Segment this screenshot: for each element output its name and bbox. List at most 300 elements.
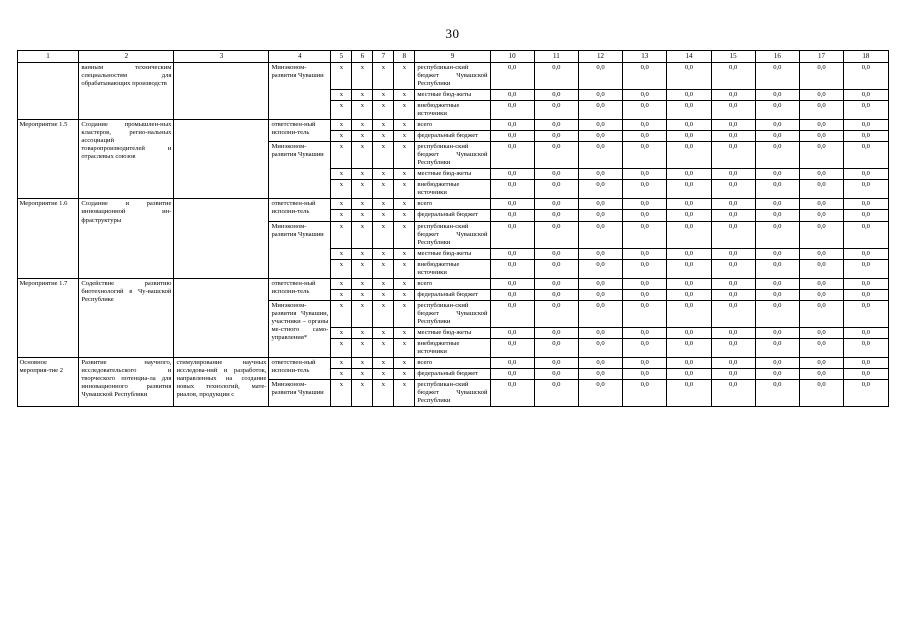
cell-amount-12: 0,0: [578, 131, 622, 142]
cell-amount-11: 0,0: [534, 101, 578, 120]
cell-amount-12: 0,0: [578, 90, 622, 101]
cell-amount-13: 0,0: [623, 210, 667, 221]
cell-amount-18: 0,0: [844, 180, 888, 199]
cell-code-mark-6: х: [352, 120, 373, 131]
cell-amount-16: 0,0: [755, 278, 799, 289]
cell-amount-11: 0,0: [534, 90, 578, 101]
cell-amount-15: 0,0: [711, 180, 755, 199]
cell-amount-15: 0,0: [711, 120, 755, 131]
cell-amount-11: 0,0: [534, 120, 578, 131]
cell-responsible-executor: Минэконом-развития Чувашии: [269, 380, 331, 407]
cell-amount-18: 0,0: [844, 210, 888, 221]
cell-amount-16: 0,0: [755, 101, 799, 120]
cell-code-mark-8: х: [394, 380, 415, 407]
cell-amount-11: 0,0: [534, 131, 578, 142]
cell-amount-10: 0,0: [490, 199, 534, 210]
cell-amount-11: 0,0: [534, 169, 578, 180]
cell-expected-result: [174, 278, 269, 357]
cell-amount-10: 0,0: [490, 338, 534, 357]
page-number: 30: [445, 26, 460, 41]
cell-amount-10: 0,0: [490, 120, 534, 131]
cell-amount-12: 0,0: [578, 278, 622, 289]
cell-funding-source: внебюджетные источники: [415, 259, 490, 278]
cell-expected-result: [174, 120, 269, 199]
cell-code-mark-6: х: [352, 180, 373, 199]
column-header-17: 17: [799, 51, 843, 63]
cell-amount-13: 0,0: [623, 131, 667, 142]
cell-funding-source: федеральный бюджет: [415, 368, 490, 379]
cell-amount-10: 0,0: [490, 169, 534, 180]
cell-responsible-executor: ответствен-ный исполни-тель: [269, 357, 331, 379]
cell-amount-15: 0,0: [711, 289, 755, 300]
cell-amount-18: 0,0: [844, 120, 888, 131]
cell-code-mark-5: х: [331, 90, 352, 101]
cell-amount-14: 0,0: [667, 120, 711, 131]
cell-measure-name: Основное мероприя-тие 2: [17, 357, 79, 406]
cell-code-mark-5: х: [331, 221, 352, 248]
cell-amount-10: 0,0: [490, 142, 534, 169]
cell-amount-18: 0,0: [844, 63, 888, 90]
cell-amount-16: 0,0: [755, 199, 799, 210]
cell-amount-15: 0,0: [711, 199, 755, 210]
cell-code-mark-5: х: [331, 289, 352, 300]
cell-amount-17: 0,0: [799, 210, 843, 221]
cell-amount-11: 0,0: [534, 300, 578, 327]
cell-amount-11: 0,0: [534, 210, 578, 221]
column-header-3: 3: [174, 51, 269, 63]
cell-funding-source: республикан-ский бюджет Чувашской Республики: [415, 63, 490, 90]
cell-amount-17: 0,0: [799, 180, 843, 199]
column-header-1: 1: [17, 51, 79, 63]
cell-responsible-executor: Минэконом-развития Чувашии: [269, 142, 331, 199]
cell-code-mark-7: х: [373, 248, 394, 259]
cell-code-mark-8: х: [394, 131, 415, 142]
cell-responsible-executor: Минэконом-развития Чувашии, участники – органы ме-стного само-управления*: [269, 300, 331, 357]
cell-code-mark-5: х: [331, 199, 352, 210]
cell-amount-12: 0,0: [578, 199, 622, 210]
cell-amount-17: 0,0: [799, 357, 843, 368]
cell-amount-18: 0,0: [844, 221, 888, 248]
column-header-14: 14: [667, 51, 711, 63]
program-financing-table: [17, 50, 889, 407]
cell-amount-17: 0,0: [799, 327, 843, 338]
column-header-15: 15: [711, 51, 755, 63]
cell-code-mark-6: х: [352, 101, 373, 120]
cell-amount-17: 0,0: [799, 63, 843, 90]
cell-amount-18: 0,0: [844, 357, 888, 368]
cell-code-mark-7: х: [373, 131, 394, 142]
cell-measure-name: Мероприятие 1.6: [17, 199, 79, 278]
cell-code-mark-8: х: [394, 120, 415, 131]
cell-amount-18: 0,0: [844, 327, 888, 338]
cell-amount-18: 0,0: [844, 289, 888, 300]
column-header-2: 2: [79, 51, 174, 63]
cell-amount-12: 0,0: [578, 101, 622, 120]
cell-amount-11: 0,0: [534, 199, 578, 210]
cell-funding-source: федеральный бюджет: [415, 210, 490, 221]
cell-funding-source: местные бюд-жеты: [415, 248, 490, 259]
cell-amount-16: 0,0: [755, 169, 799, 180]
cell-amount-14: 0,0: [667, 300, 711, 327]
cell-code-mark-5: х: [331, 63, 352, 90]
cell-amount-10: 0,0: [490, 368, 534, 379]
cell-code-mark-5: х: [331, 120, 352, 131]
cell-amount-17: 0,0: [799, 142, 843, 169]
cell-code-mark-5: х: [331, 368, 352, 379]
cell-amount-11: 0,0: [534, 142, 578, 169]
cell-amount-11: 0,0: [534, 338, 578, 357]
cell-expected-result: [174, 199, 269, 278]
cell-measure-description: ванным техническим специальностям для обрабатывающих производств: [79, 63, 174, 120]
cell-code-mark-7: х: [373, 180, 394, 199]
cell-responsible-executor: Минэконом-развития Чувашии: [269, 63, 331, 120]
cell-amount-15: 0,0: [711, 380, 755, 407]
cell-amount-12: 0,0: [578, 63, 622, 90]
cell-responsible-executor: ответствен-ный исполни-тель: [269, 199, 331, 221]
cell-amount-16: 0,0: [755, 338, 799, 357]
cell-amount-12: 0,0: [578, 210, 622, 221]
cell-amount-14: 0,0: [667, 180, 711, 199]
cell-amount-14: 0,0: [667, 278, 711, 289]
cell-code-mark-8: х: [394, 180, 415, 199]
cell-funding-source: федеральный бюджет: [415, 289, 490, 300]
cell-code-mark-6: х: [352, 368, 373, 379]
cell-amount-10: 0,0: [490, 221, 534, 248]
cell-amount-12: 0,0: [578, 327, 622, 338]
cell-amount-12: 0,0: [578, 180, 622, 199]
cell-amount-18: 0,0: [844, 90, 888, 101]
cell-amount-10: 0,0: [490, 63, 534, 90]
cell-amount-15: 0,0: [711, 101, 755, 120]
cell-amount-12: 0,0: [578, 338, 622, 357]
cell-code-mark-8: х: [394, 142, 415, 169]
cell-code-mark-6: х: [352, 338, 373, 357]
cell-amount-17: 0,0: [799, 289, 843, 300]
cell-code-mark-5: х: [331, 278, 352, 289]
cell-measure-name: [17, 63, 79, 120]
cell-amount-14: 0,0: [667, 248, 711, 259]
cell-amount-14: 0,0: [667, 142, 711, 169]
cell-amount-18: 0,0: [844, 131, 888, 142]
cell-code-mark-6: х: [352, 221, 373, 248]
cell-amount-16: 0,0: [755, 368, 799, 379]
cell-amount-15: 0,0: [711, 131, 755, 142]
cell-code-mark-7: х: [373, 357, 394, 368]
cell-amount-17: 0,0: [799, 101, 843, 120]
cell-amount-13: 0,0: [623, 338, 667, 357]
column-header-8: 8: [394, 51, 415, 63]
cell-amount-16: 0,0: [755, 90, 799, 101]
cell-amount-16: 0,0: [755, 63, 799, 90]
cell-amount-11: 0,0: [534, 248, 578, 259]
cell-code-mark-7: х: [373, 221, 394, 248]
cell-code-mark-8: х: [394, 259, 415, 278]
cell-code-mark-8: х: [394, 357, 415, 368]
cell-code-mark-7: х: [373, 169, 394, 180]
cell-amount-17: 0,0: [799, 380, 843, 407]
cell-amount-18: 0,0: [844, 259, 888, 278]
cell-code-mark-7: х: [373, 199, 394, 210]
column-header-18: 18: [844, 51, 888, 63]
cell-amount-10: 0,0: [490, 248, 534, 259]
cell-amount-17: 0,0: [799, 338, 843, 357]
cell-amount-14: 0,0: [667, 368, 711, 379]
cell-funding-source: республикан-ский бюджет Чувашской Республики: [415, 221, 490, 248]
cell-code-mark-8: х: [394, 289, 415, 300]
cell-code-mark-8: х: [394, 221, 415, 248]
cell-amount-14: 0,0: [667, 90, 711, 101]
cell-amount-18: 0,0: [844, 278, 888, 289]
cell-funding-source: всего: [415, 120, 490, 131]
cell-amount-10: 0,0: [490, 90, 534, 101]
cell-code-mark-6: х: [352, 259, 373, 278]
cell-amount-18: 0,0: [844, 169, 888, 180]
cell-code-mark-5: х: [331, 300, 352, 327]
cell-amount-14: 0,0: [667, 210, 711, 221]
cell-amount-18: 0,0: [844, 199, 888, 210]
cell-amount-14: 0,0: [667, 357, 711, 368]
cell-code-mark-6: х: [352, 278, 373, 289]
cell-amount-14: 0,0: [667, 259, 711, 278]
cell-amount-14: 0,0: [667, 338, 711, 357]
cell-amount-14: 0,0: [667, 63, 711, 90]
cell-amount-10: 0,0: [490, 327, 534, 338]
cell-code-mark-7: х: [373, 368, 394, 379]
cell-code-mark-7: х: [373, 327, 394, 338]
cell-amount-12: 0,0: [578, 142, 622, 169]
cell-code-mark-5: х: [331, 248, 352, 259]
cell-funding-source: всего: [415, 199, 490, 210]
cell-amount-14: 0,0: [667, 380, 711, 407]
cell-amount-15: 0,0: [711, 248, 755, 259]
cell-amount-15: 0,0: [711, 210, 755, 221]
cell-code-mark-6: х: [352, 327, 373, 338]
cell-amount-10: 0,0: [490, 259, 534, 278]
cell-code-mark-7: х: [373, 63, 394, 90]
cell-amount-15: 0,0: [711, 221, 755, 248]
cell-code-mark-7: х: [373, 210, 394, 221]
table-row: [17, 278, 888, 289]
cell-measure-name: Мероприятие 1.7: [17, 278, 79, 357]
cell-responsible-executor: Минэконом-развития Чувашии: [269, 221, 331, 278]
cell-code-mark-8: х: [394, 368, 415, 379]
cell-responsible-executor: ответствен-ный исполни-тель: [269, 278, 331, 300]
cell-code-mark-7: х: [373, 278, 394, 289]
cell-funding-source: местные бюд-жеты: [415, 90, 490, 101]
cell-amount-18: 0,0: [844, 101, 888, 120]
cell-amount-13: 0,0: [623, 300, 667, 327]
cell-expected-result: [174, 63, 269, 120]
cell-amount-17: 0,0: [799, 368, 843, 379]
cell-funding-source: всего: [415, 278, 490, 289]
cell-amount-13: 0,0: [623, 169, 667, 180]
cell-measure-description: Создание и развитие инновационной ин-фраструктуры: [79, 199, 174, 278]
cell-code-mark-5: х: [331, 259, 352, 278]
column-header-5: 5: [331, 51, 352, 63]
table-row: [17, 199, 888, 210]
cell-amount-17: 0,0: [799, 278, 843, 289]
cell-amount-17: 0,0: [799, 248, 843, 259]
cell-amount-15: 0,0: [711, 169, 755, 180]
column-header-11: 11: [534, 51, 578, 63]
cell-code-mark-7: х: [373, 380, 394, 407]
cell-amount-18: 0,0: [844, 368, 888, 379]
cell-amount-16: 0,0: [755, 380, 799, 407]
cell-amount-16: 0,0: [755, 120, 799, 131]
cell-amount-13: 0,0: [623, 380, 667, 407]
cell-amount-13: 0,0: [623, 199, 667, 210]
cell-code-mark-8: х: [394, 169, 415, 180]
cell-expected-result: стимулирование научных исследова-ний и разработок, направленных на создание новых технологий, мате-риалов, продукции с: [174, 357, 269, 406]
cell-funding-source: республикан-ский бюджет Чувашской Республики: [415, 380, 490, 407]
cell-amount-11: 0,0: [534, 327, 578, 338]
cell-code-mark-5: х: [331, 142, 352, 169]
cell-code-mark-5: х: [331, 210, 352, 221]
cell-amount-12: 0,0: [578, 357, 622, 368]
cell-amount-12: 0,0: [578, 169, 622, 180]
cell-amount-13: 0,0: [623, 63, 667, 90]
cell-amount-10: 0,0: [490, 380, 534, 407]
cell-amount-16: 0,0: [755, 180, 799, 199]
cell-funding-source: всего: [415, 357, 490, 368]
cell-measure-description: Создание промышлен-ных кластеров, регио-нальных ассоциаций товаропроизводителей и отраслевых союзов: [79, 120, 174, 199]
cell-code-mark-8: х: [394, 210, 415, 221]
cell-amount-14: 0,0: [667, 199, 711, 210]
cell-code-mark-6: х: [352, 210, 373, 221]
cell-amount-16: 0,0: [755, 131, 799, 142]
column-header-10: 10: [490, 51, 534, 63]
cell-amount-16: 0,0: [755, 327, 799, 338]
cell-amount-10: 0,0: [490, 131, 534, 142]
cell-amount-16: 0,0: [755, 142, 799, 169]
cell-amount-13: 0,0: [623, 120, 667, 131]
cell-amount-11: 0,0: [534, 278, 578, 289]
cell-amount-16: 0,0: [755, 259, 799, 278]
cell-amount-13: 0,0: [623, 248, 667, 259]
cell-funding-source: республикан-ский бюджет Чувашской Республики: [415, 142, 490, 169]
cell-funding-source: федеральный бюджет: [415, 131, 490, 142]
cell-code-mark-5: х: [331, 131, 352, 142]
cell-code-mark-6: х: [352, 300, 373, 327]
cell-funding-source: республикан-ский бюджет Чувашской Республики: [415, 300, 490, 327]
cell-code-mark-8: х: [394, 101, 415, 120]
cell-code-mark-6: х: [352, 289, 373, 300]
cell-code-mark-7: х: [373, 90, 394, 101]
cell-code-mark-7: х: [373, 142, 394, 169]
cell-amount-10: 0,0: [490, 101, 534, 120]
cell-amount-12: 0,0: [578, 380, 622, 407]
cell-amount-11: 0,0: [534, 221, 578, 248]
cell-amount-18: 0,0: [844, 248, 888, 259]
table-row: [17, 63, 888, 90]
cell-amount-12: 0,0: [578, 248, 622, 259]
cell-amount-16: 0,0: [755, 300, 799, 327]
cell-code-mark-8: х: [394, 199, 415, 210]
column-header-12: 12: [578, 51, 622, 63]
column-header-4: 4: [269, 51, 331, 63]
column-header-6: 6: [352, 51, 373, 63]
cell-measure-description: Развитие научного, исследовательского и творческого потенциа-ла для инновационного развития Чувашской Республики: [79, 357, 174, 406]
cell-amount-10: 0,0: [490, 210, 534, 221]
cell-amount-11: 0,0: [534, 289, 578, 300]
cell-code-mark-7: х: [373, 101, 394, 120]
cell-amount-17: 0,0: [799, 90, 843, 101]
cell-amount-16: 0,0: [755, 289, 799, 300]
cell-code-mark-5: х: [331, 180, 352, 199]
cell-amount-18: 0,0: [844, 338, 888, 357]
column-header-16: 16: [755, 51, 799, 63]
cell-amount-17: 0,0: [799, 120, 843, 131]
cell-code-mark-6: х: [352, 142, 373, 169]
cell-funding-source: местные бюд-жеты: [415, 327, 490, 338]
cell-amount-14: 0,0: [667, 289, 711, 300]
cell-code-mark-6: х: [352, 357, 373, 368]
cell-funding-source: внебюджетные источники: [415, 338, 490, 357]
cell-code-mark-6: х: [352, 169, 373, 180]
cell-amount-14: 0,0: [667, 131, 711, 142]
cell-amount-13: 0,0: [623, 357, 667, 368]
cell-code-mark-6: х: [352, 380, 373, 407]
cell-code-mark-7: х: [373, 289, 394, 300]
cell-code-mark-6: х: [352, 131, 373, 142]
cell-code-mark-8: х: [394, 278, 415, 289]
table-body: [17, 51, 888, 407]
cell-amount-10: 0,0: [490, 289, 534, 300]
cell-funding-source: местные бюд-жеты: [415, 169, 490, 180]
cell-amount-11: 0,0: [534, 380, 578, 407]
cell-code-mark-8: х: [394, 248, 415, 259]
column-header-9: 9: [415, 51, 490, 63]
cell-code-mark-8: х: [394, 300, 415, 327]
cell-amount-15: 0,0: [711, 338, 755, 357]
cell-amount-15: 0,0: [711, 63, 755, 90]
cell-code-mark-6: х: [352, 199, 373, 210]
cell-code-mark-8: х: [394, 63, 415, 90]
cell-code-mark-5: х: [331, 327, 352, 338]
cell-code-mark-7: х: [373, 300, 394, 327]
cell-measure-description: Содействие развитию биотехнологий в Чу-вашской Республике: [79, 278, 174, 357]
cell-amount-14: 0,0: [667, 101, 711, 120]
cell-amount-16: 0,0: [755, 221, 799, 248]
cell-amount-17: 0,0: [799, 131, 843, 142]
cell-amount-11: 0,0: [534, 259, 578, 278]
cell-amount-18: 0,0: [844, 380, 888, 407]
cell-amount-15: 0,0: [711, 327, 755, 338]
cell-amount-13: 0,0: [623, 259, 667, 278]
cell-amount-10: 0,0: [490, 180, 534, 199]
cell-code-mark-7: х: [373, 120, 394, 131]
cell-amount-17: 0,0: [799, 300, 843, 327]
cell-amount-16: 0,0: [755, 248, 799, 259]
cell-code-mark-5: х: [331, 357, 352, 368]
cell-amount-18: 0,0: [844, 300, 888, 327]
cell-amount-13: 0,0: [623, 101, 667, 120]
cell-code-mark-7: х: [373, 259, 394, 278]
cell-code-mark-5: х: [331, 169, 352, 180]
cell-amount-11: 0,0: [534, 180, 578, 199]
cell-amount-13: 0,0: [623, 90, 667, 101]
cell-amount-12: 0,0: [578, 289, 622, 300]
cell-amount-13: 0,0: [623, 180, 667, 199]
cell-amount-13: 0,0: [623, 278, 667, 289]
cell-amount-15: 0,0: [711, 357, 755, 368]
column-header-13: 13: [623, 51, 667, 63]
column-header-7: 7: [373, 51, 394, 63]
cell-code-mark-8: х: [394, 338, 415, 357]
cell-amount-14: 0,0: [667, 221, 711, 248]
table-row: [17, 120, 888, 131]
cell-code-mark-7: х: [373, 338, 394, 357]
